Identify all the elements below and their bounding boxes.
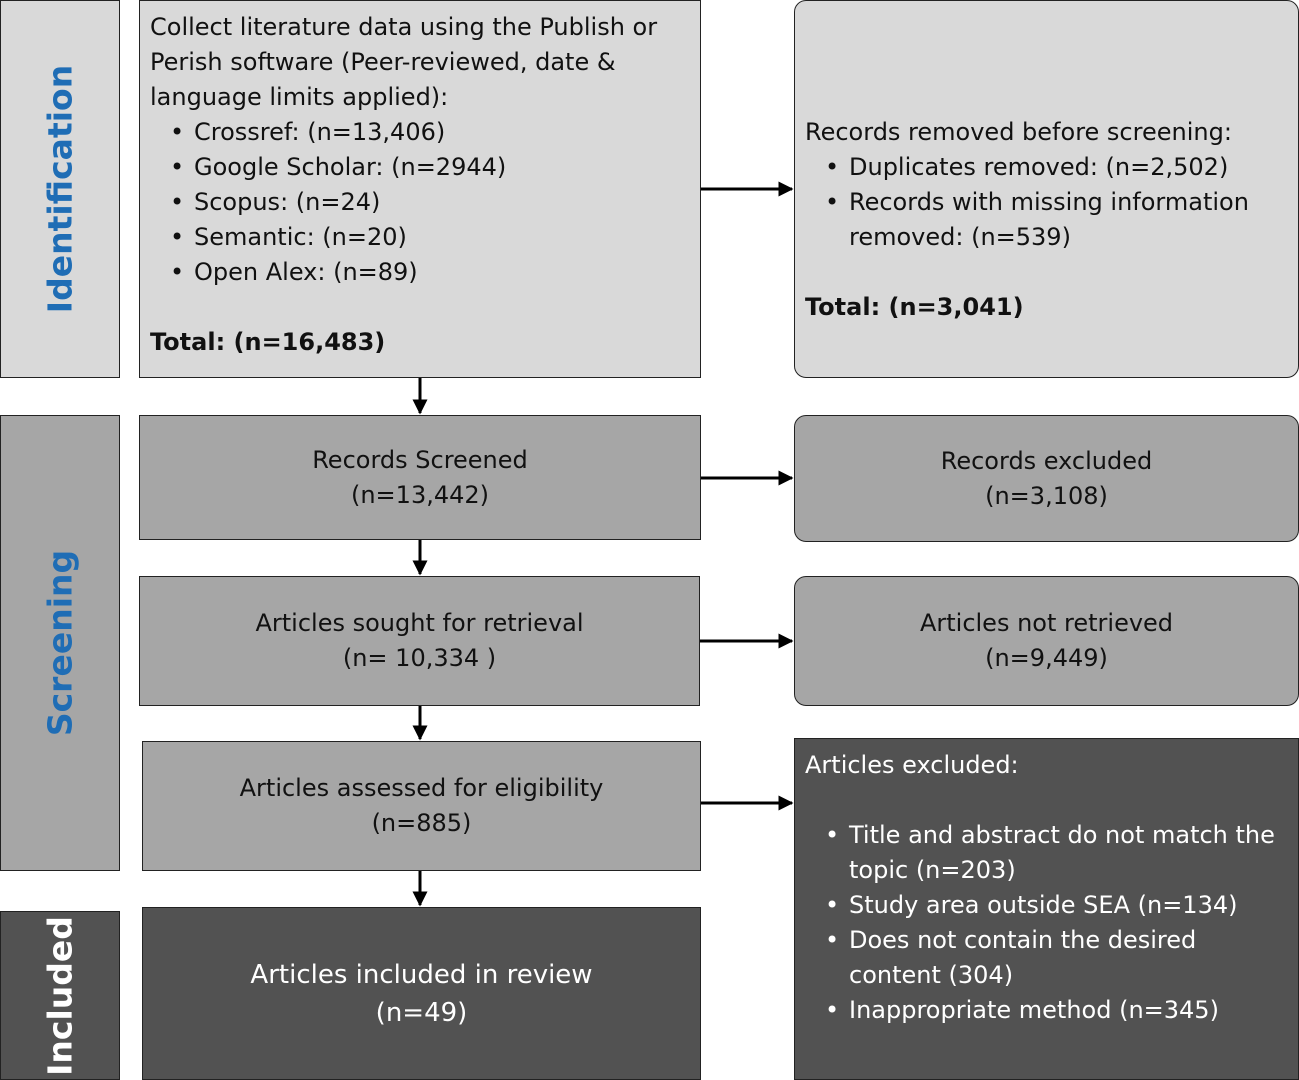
identification-intro: Collect literature data using the Publish or Perish software (Peer-reviewed, date & language limits applied):: [150, 13, 658, 111]
source-item: • Crossref: (n=13,406): [150, 115, 690, 150]
source-item: • Semantic: (n=20): [150, 220, 690, 255]
source-item: • Google Scholar: (n=2944): [150, 150, 690, 185]
records-removed-total: Total: (n=3,041): [805, 293, 1024, 321]
identification-total: Total: (n=16,483): [150, 328, 386, 356]
eligibility-count: (n=885): [371, 809, 472, 837]
articles-not-retrieved-label: Articles not retrieved: [919, 609, 1174, 637]
included-count: (n=49): [375, 997, 468, 1028]
removed-item: • Records with missing information removed: (n=539): [805, 185, 1288, 255]
articles-sought-count: (n= 10,334 ): [342, 644, 497, 672]
phase-identification-label: Identification: [40, 64, 80, 314]
excluded-reason: • Inappropriate method (n=345): [805, 993, 1288, 1028]
articles-excluded-heading: Articles excluded:: [805, 751, 1019, 779]
included-label: Articles included in review: [250, 959, 593, 990]
eligibility-label: Articles assessed for eligibility: [239, 774, 604, 802]
removed-item: • Duplicates removed: (n=2,502): [805, 150, 1288, 185]
source-item: • Open Alex: (n=89): [150, 255, 690, 290]
records-excluded-label: Records excluded: [940, 446, 1153, 475]
records-removed-heading: Records removed before screening:: [805, 118, 1232, 146]
records-screened-label: Records Screened: [312, 445, 528, 474]
excluded-reason: • Does not contain the desired content (304): [805, 923, 1288, 993]
articles-not-retrieved-count: (n=9,449): [985, 644, 1108, 672]
records-screened-count: (n=13,442): [350, 480, 490, 509]
records-excluded-count: (n=3,108): [985, 481, 1108, 510]
excluded-reason: • Title and abstract do not match the topic (n=203): [805, 818, 1288, 888]
articles-sought-label: Articles sought for retrieval: [255, 609, 584, 637]
excluded-reason: • Study area outside SEA (n=134): [805, 888, 1288, 923]
phase-screening-label: Screening: [40, 549, 80, 737]
phase-included-label: Included: [40, 915, 80, 1076]
source-item: • Scopus: (n=24): [150, 185, 690, 220]
